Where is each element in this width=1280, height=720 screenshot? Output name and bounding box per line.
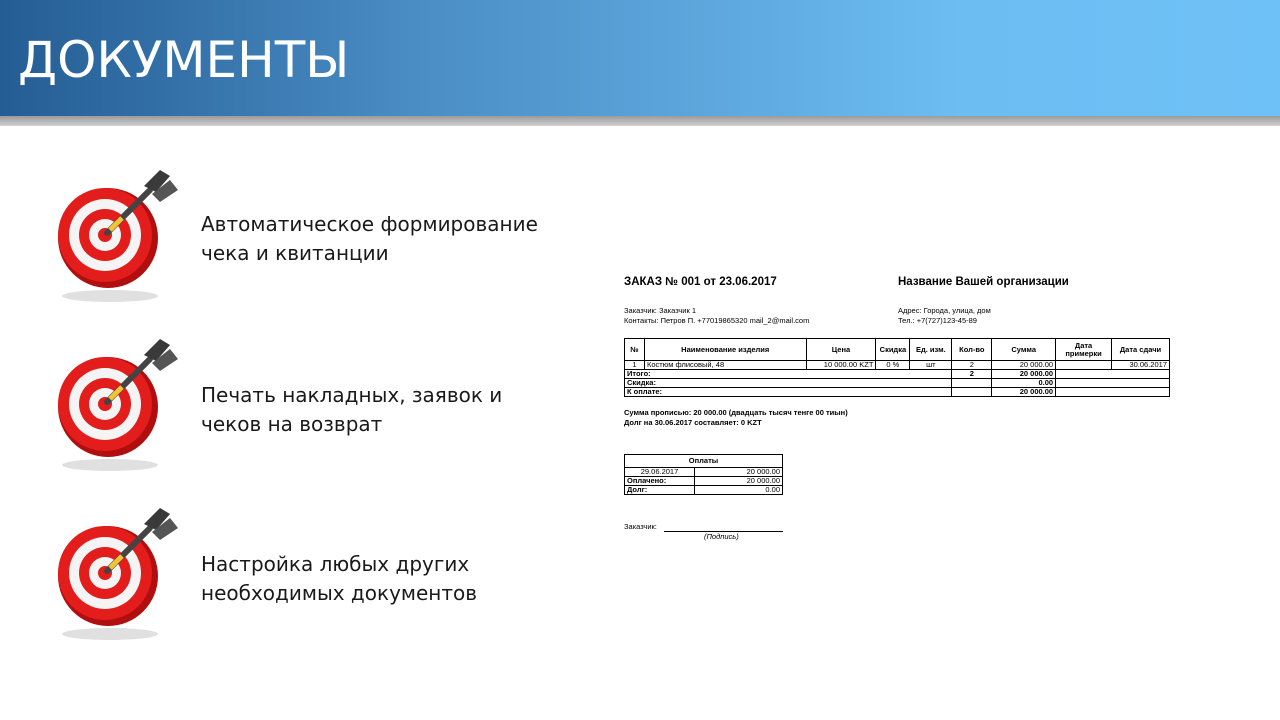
payments-header: Оплаты xyxy=(625,455,783,468)
feature-line: Печать накладных, заявок и xyxy=(201,383,503,407)
cell-num: 1 xyxy=(625,361,645,370)
customer-line: Заказчик: Заказчик 1 xyxy=(624,306,697,315)
dartboard-icon xyxy=(48,168,188,308)
signature-label: Заказчик: xyxy=(624,522,657,531)
topay-label: К оплате: xyxy=(625,388,952,397)
empty-cell xyxy=(952,379,992,388)
column-header: Дата примерки xyxy=(1056,339,1112,361)
total-qty: 2 xyxy=(952,370,992,379)
feature-item-3 xyxy=(0,506,560,646)
topay-row xyxy=(625,388,1170,397)
cell-unit: шт xyxy=(910,361,952,370)
feature-line: чека и квитанции xyxy=(201,241,389,265)
feature-text-3 xyxy=(201,550,561,608)
header-divider xyxy=(0,116,1280,126)
total-label: Итого: xyxy=(625,370,952,379)
table-row xyxy=(625,477,783,486)
column-header: № xyxy=(625,339,645,361)
topay-sum: 20 000.00 xyxy=(992,388,1056,397)
cell-sum: 20 000.00 xyxy=(992,361,1056,370)
column-header: Наименование изделия xyxy=(644,339,806,361)
column-header: Ед. изм. xyxy=(910,339,952,361)
phone-line: Тел.: +7(727)123-45-89 xyxy=(898,315,977,325)
dartboard-icon xyxy=(48,337,188,477)
discount-row xyxy=(625,379,1170,388)
total-sum: 20 000.00 xyxy=(992,370,1056,379)
feature-item-2 xyxy=(0,337,560,477)
debt-sum: 0.00 xyxy=(695,486,783,495)
payment-sum: 20 000.00 xyxy=(695,468,783,477)
discount-label: Скидка: xyxy=(625,379,952,388)
order-title: ЗАКАЗ № 001 от 23.06.2017 xyxy=(624,276,777,288)
column-header: Кол-во xyxy=(952,339,992,361)
feature-line: чеков на возврат xyxy=(201,412,383,436)
column-header: Скидка xyxy=(876,339,910,361)
empty-cell xyxy=(1056,379,1170,388)
feature-line: Автоматическое формирование xyxy=(201,212,538,236)
signature-caption: (Подпись) xyxy=(704,532,739,541)
feature-text-1 xyxy=(201,210,561,268)
table-row xyxy=(625,486,783,495)
column-header: Цена xyxy=(806,339,876,361)
payments-table xyxy=(624,454,783,495)
empty-cell xyxy=(1056,370,1170,379)
table-header-row xyxy=(625,339,1170,361)
discount-sum: 0.00 xyxy=(992,379,1056,388)
cell-qty: 2 xyxy=(952,361,992,370)
feature-line: необходимых документов xyxy=(201,581,478,605)
cell-discount: 0 % xyxy=(876,361,910,370)
cell-name: Костюм флисовый, 48 xyxy=(644,361,806,370)
contacts-line: Контакты: Петров П. +77019865320 mail_2@mail.com xyxy=(624,315,810,325)
cell-fitting xyxy=(1056,361,1112,370)
total-row xyxy=(625,370,1170,379)
address-line: Адрес: Города, улица, дом xyxy=(898,306,991,315)
table-row xyxy=(625,361,1170,370)
column-header: Дата сдачи xyxy=(1112,339,1170,361)
empty-cell xyxy=(952,388,992,397)
dartboard-icon xyxy=(48,506,188,646)
payment-date: 29.06.2017 xyxy=(625,468,695,477)
cell-due: 30.06.2017 xyxy=(1112,361,1170,370)
sum-in-words: Сумма прописью: 20 000.00 (двадцать тысяч тенге 00 тиын) xyxy=(624,408,848,417)
organization-name: Название Вашей организации xyxy=(898,276,1069,288)
organization-info xyxy=(898,306,991,325)
debt-label: Долг: xyxy=(625,486,695,495)
cell-price: 10 000.00 KZT xyxy=(806,361,876,370)
empty-cell xyxy=(1056,388,1170,397)
column-header: Сумма xyxy=(992,339,1056,361)
feature-item-1 xyxy=(0,168,560,308)
header-banner xyxy=(0,0,1280,116)
debt-statement: Долг на 30.06.2017 составляет: 0 KZT xyxy=(624,417,762,427)
feature-text-2 xyxy=(201,381,561,439)
customer-info xyxy=(624,306,809,325)
paid-sum: 20 000.00 xyxy=(695,477,783,486)
feature-line: Настройка любых других xyxy=(201,552,470,576)
sum-summary xyxy=(624,408,848,427)
page-title: ДОКУМЕНТЫ xyxy=(18,31,350,89)
paid-label: Оплачено: xyxy=(625,477,695,486)
order-table xyxy=(624,338,1170,397)
order-document xyxy=(624,270,1184,550)
